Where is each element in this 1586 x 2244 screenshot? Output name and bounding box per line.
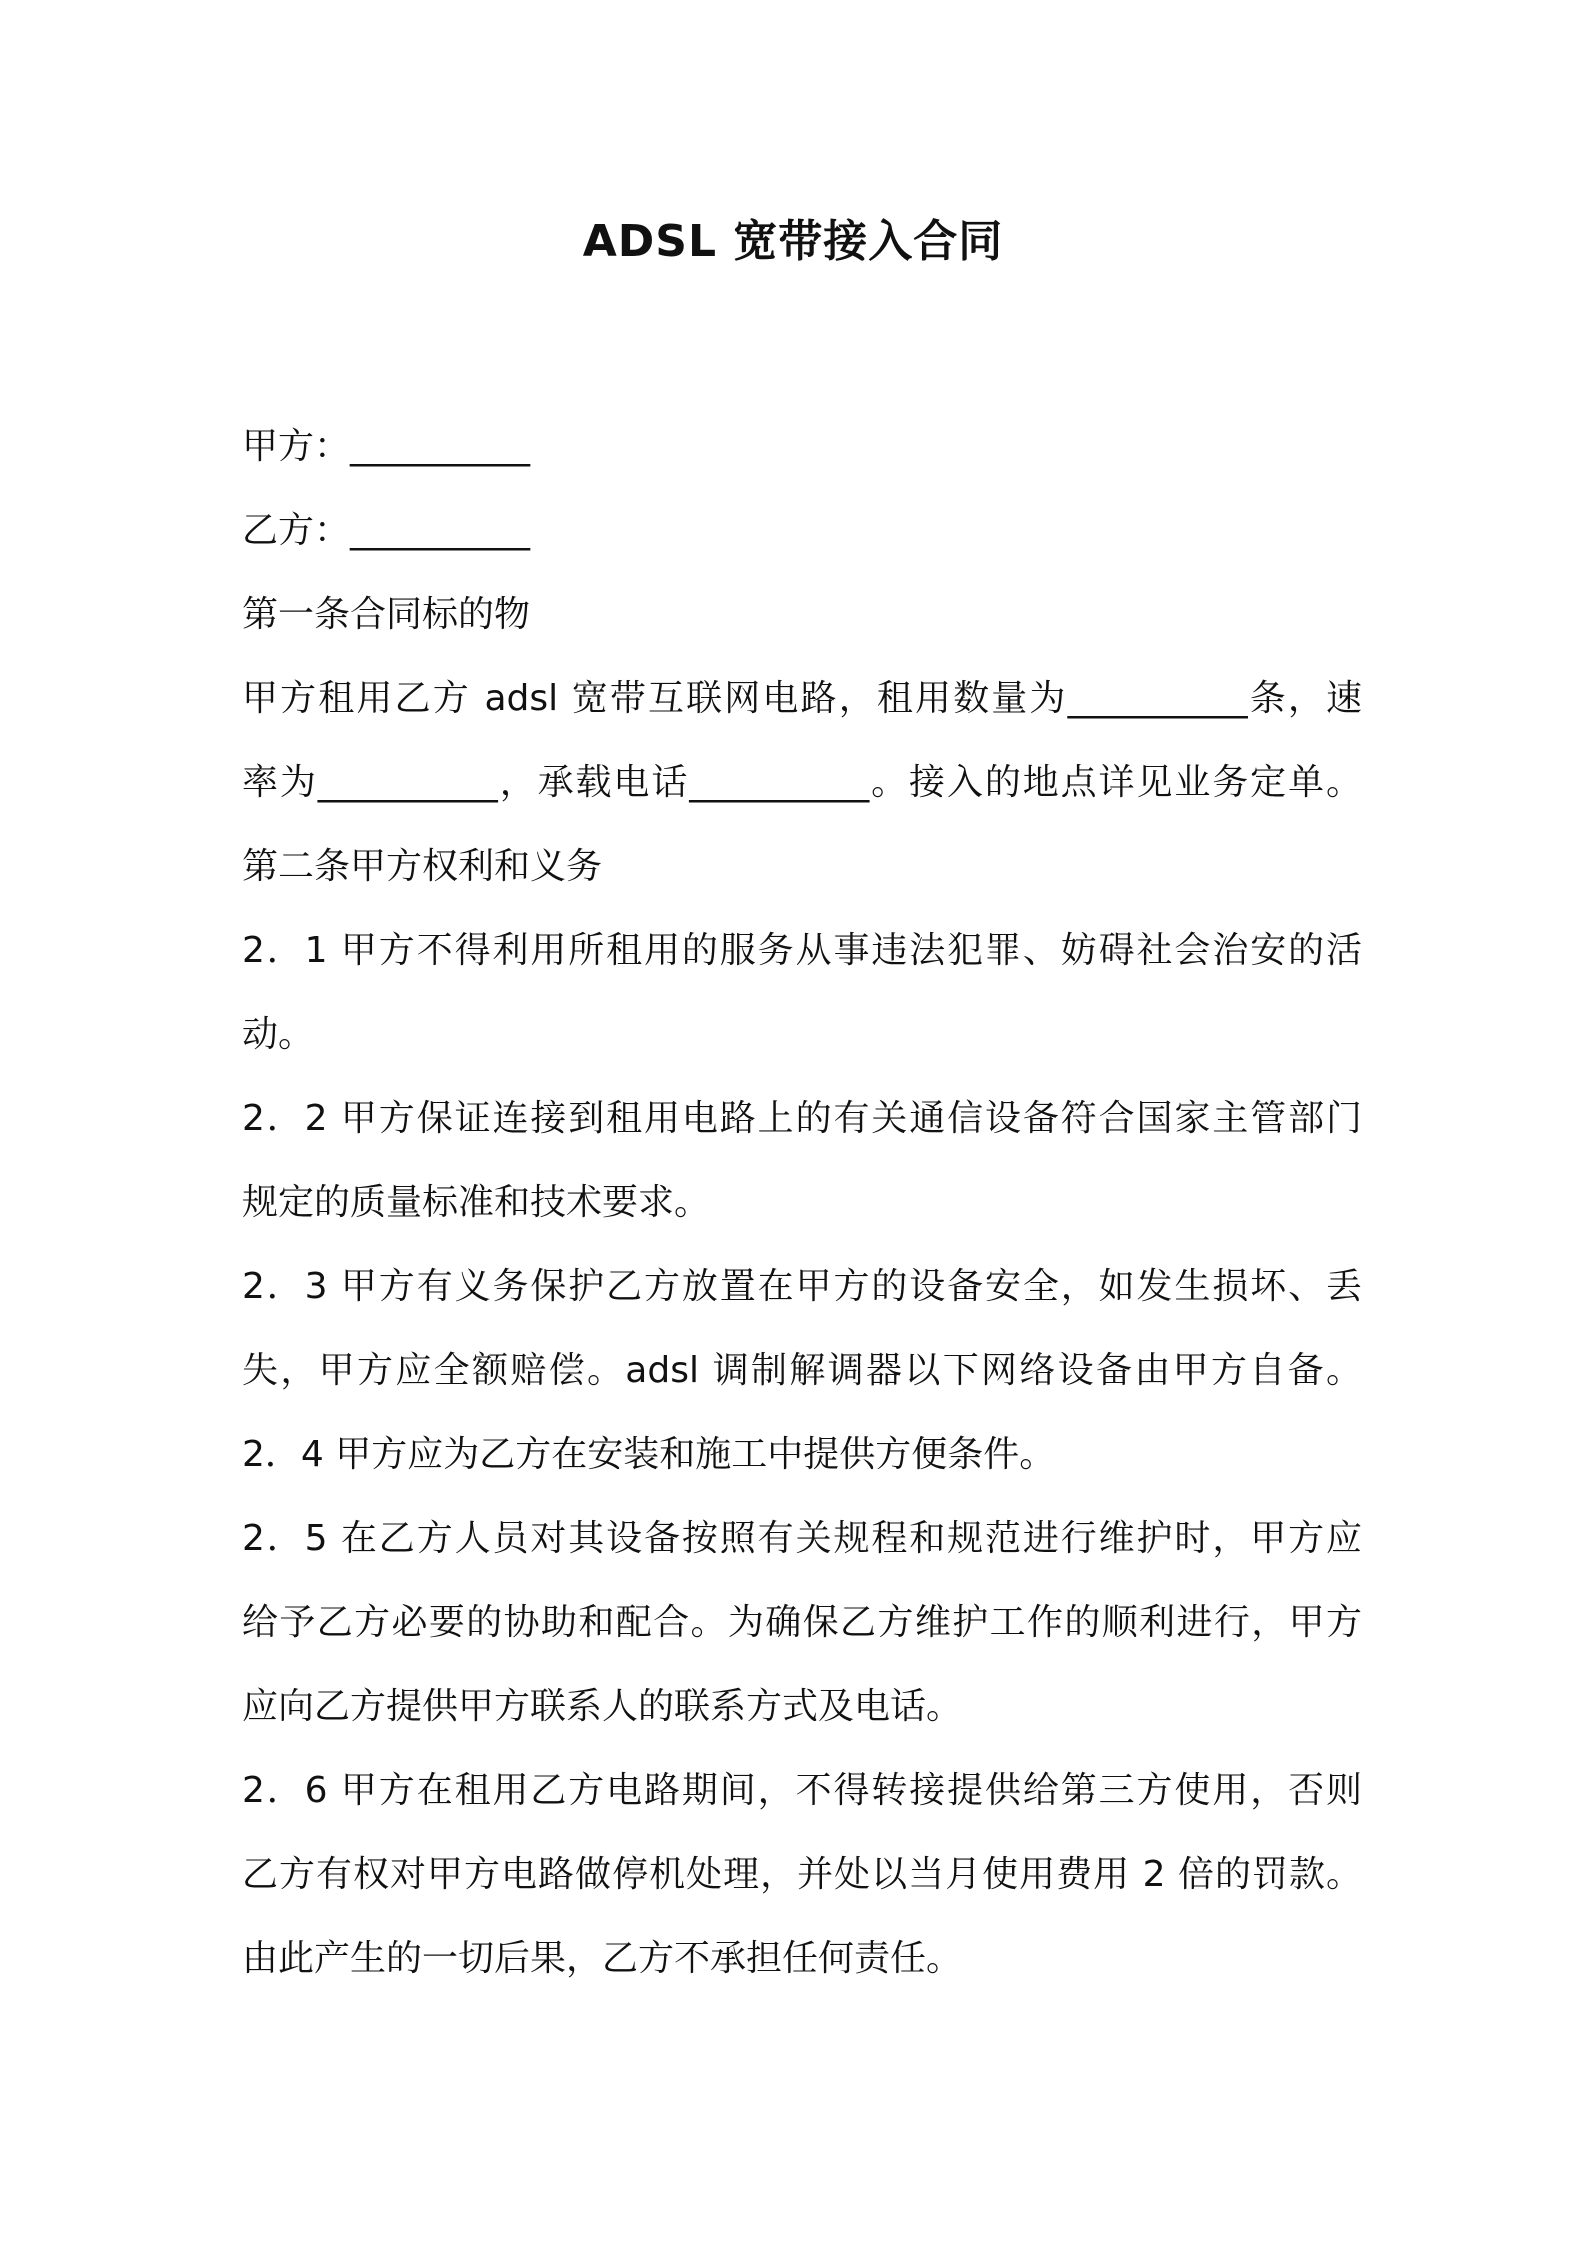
document-line: 第一条合同标的物 bbox=[242, 594, 531, 635]
document-line: 甲方租用乙方 adsl 宽带互联网电路，租用数量为__________条，速 bbox=[242, 678, 1362, 719]
document-line: 2．6 甲方在租用乙方电路期间，不得转接提供给第三方使用，否则 bbox=[242, 1770, 1362, 1811]
document-line: 第二条甲方权利和义务 bbox=[242, 846, 603, 887]
document-line: 乙方：__________ bbox=[242, 510, 531, 551]
document-line: 失，甲方应全额赔偿。adsl 调制解调器以下网络设备由甲方自备。 bbox=[242, 1350, 1362, 1391]
document-line: 率为__________，承载电话__________。接入的地点详见业务定单。 bbox=[242, 762, 1362, 803]
document-line: 动。 bbox=[242, 1014, 315, 1055]
document-title: ADSL 宽带接入合同 bbox=[582, 216, 1004, 267]
document-line: 2．1 甲方不得利用所租用的服务从事违法犯罪、妨碍社会治安的活 bbox=[242, 930, 1362, 971]
document-line: 给予乙方必要的协助和配合。为确保乙方维护工作的顺利进行，甲方 bbox=[242, 1602, 1362, 1643]
document-line: 规定的质量标准和技术要求。 bbox=[242, 1182, 711, 1223]
document-body bbox=[242, 405, 1362, 2001]
document-line: 由此产生的一切后果，乙方不承担任何责任。 bbox=[242, 1938, 963, 1979]
document-line: 2．4 甲方应为乙方在安装和施工中提供方便条件。 bbox=[242, 1434, 1056, 1475]
document-line: 乙方有权对甲方电路做停机处理，并处以当月使用费用 2 倍的罚款。 bbox=[242, 1854, 1362, 1895]
document-line: 应向乙方提供甲方联系人的联系方式及电话。 bbox=[242, 1686, 963, 1727]
document-line: 2．5 在乙方人员对其设备按照有关规程和规范进行维护时，甲方应 bbox=[242, 1518, 1362, 1559]
document-line: 2．3 甲方有义务保护乙方放置在甲方的设备安全，如发生损坏、丢 bbox=[242, 1266, 1362, 1307]
document-line: 甲方：__________ bbox=[242, 426, 531, 467]
document-line: 2．2 甲方保证连接到租用电路上的有关通信设备符合国家主管部门 bbox=[242, 1098, 1362, 1139]
